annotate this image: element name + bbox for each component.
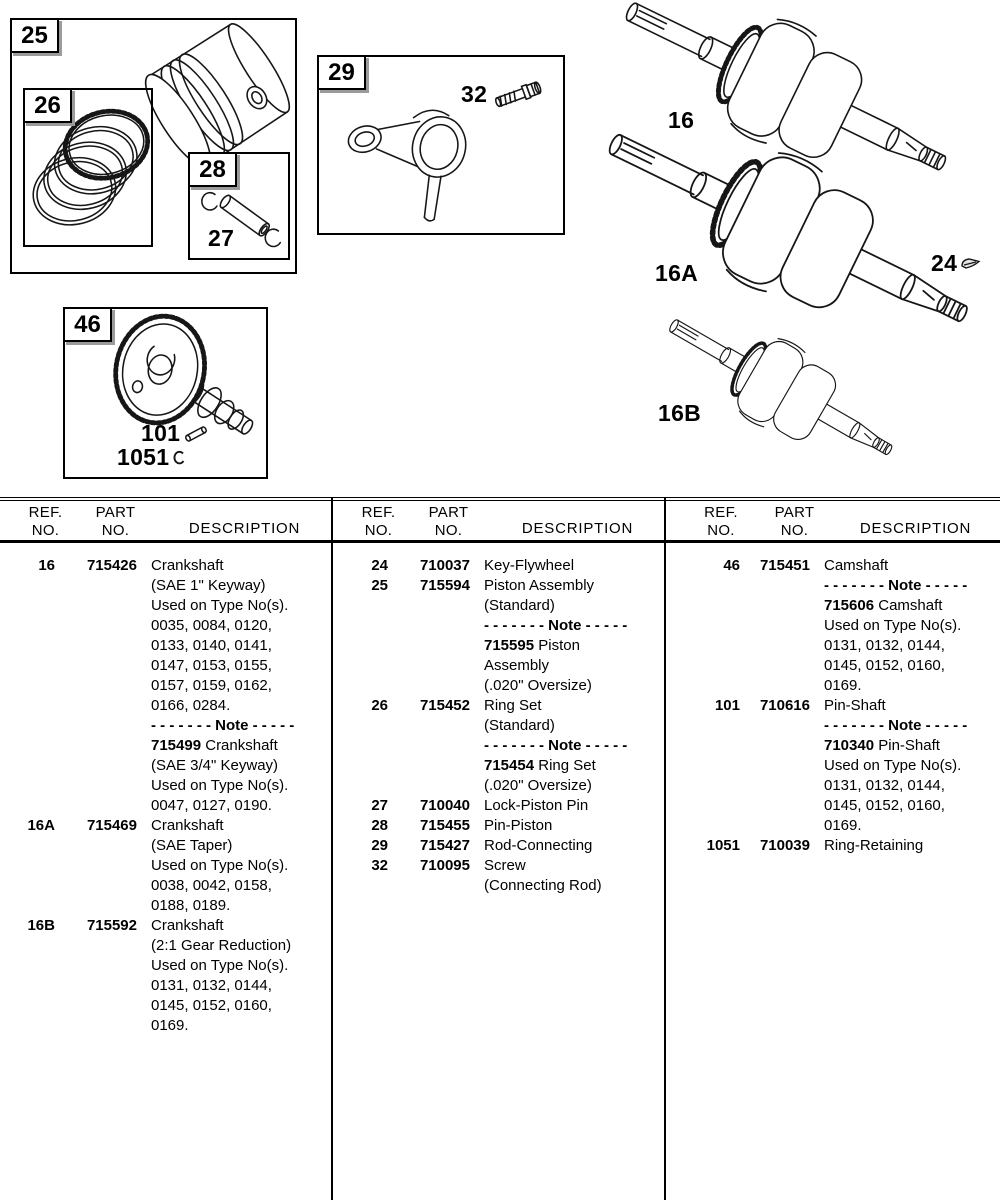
ref-no-cell: 16 — [38, 557, 55, 574]
crankshaft-illustrations — [580, 0, 1000, 480]
description-line: 0035, 0084, 0120, — [151, 617, 272, 634]
description-line: (SAE Taper) — [151, 837, 233, 854]
description-line: Crankshaft — [151, 557, 224, 574]
description-cell — [473, 696, 664, 796]
description-line: Ring Set — [484, 697, 542, 714]
ref-header-line2: NO. — [31, 522, 60, 539]
description-line: 0131, 0132, 0144, — [824, 777, 945, 794]
description-line: 0038, 0042, 0158, — [151, 877, 272, 894]
crankshaft-16b-illustration — [649, 286, 912, 480]
description-line: Used on Type No(s). — [151, 597, 289, 614]
description-line: Used on Type No(s). — [824, 617, 962, 634]
part-header-line1: PART — [95, 504, 136, 521]
parts-column-2 — [333, 543, 664, 896]
description-line: 715454 Ring Set — [484, 757, 596, 774]
description-line: (Connecting Rod) — [484, 877, 602, 894]
parts-row — [666, 556, 1000, 696]
ref-no-cell: 101 — [714, 697, 740, 714]
description-line: (SAE 1" Keyway) — [151, 577, 266, 594]
callout-32: 32 — [461, 81, 488, 107]
part-no-cell: 715452 — [419, 697, 470, 714]
description-line: Piston Assembly — [484, 577, 595, 594]
description-line: Assembly — [484, 657, 550, 674]
part-no-header — [73, 501, 158, 540]
description-line: Key-Flywheel — [484, 557, 575, 574]
description-line: Crankshaft — [151, 817, 224, 834]
parts-row — [333, 816, 664, 836]
description-line: Pin-Piston — [484, 817, 553, 834]
parts-row — [333, 796, 664, 816]
parts-row — [666, 696, 1000, 836]
description-cell — [473, 836, 664, 856]
callout-16a: 16A — [655, 260, 699, 286]
description-line: 0188, 0189. — [151, 897, 231, 914]
description-line: 0166, 0284. — [151, 697, 231, 714]
description-line: Used on Type No(s). — [824, 757, 962, 774]
description-line: Rod-Connecting — [484, 837, 593, 854]
column-divider — [331, 497, 333, 1200]
column-divider — [664, 497, 666, 1200]
part-header-line2: NO. — [101, 522, 130, 539]
parts-row — [333, 576, 664, 696]
figure-label-28: 28 — [188, 152, 237, 187]
description-line: 0169. — [824, 677, 862, 694]
description-line: 0147, 0153, 0155, — [151, 657, 272, 674]
description-line: Lock-Piston Pin — [484, 797, 589, 814]
figure-label-26: 26 — [23, 88, 72, 123]
part-no-cell: 710095 — [419, 857, 470, 874]
figure-box-28 — [188, 152, 290, 260]
ref-header-line1: REF. — [28, 504, 63, 521]
description-line: (SAE 3/4" Keyway) — [151, 757, 279, 774]
parts-table — [0, 497, 1000, 1200]
description-cell — [813, 836, 1000, 856]
figure-box-29 — [317, 55, 565, 235]
parts-row — [0, 916, 331, 1036]
ref-no-header: REF. NO. — [361, 504, 396, 539]
description-line: 0131, 0132, 0144, — [824, 637, 945, 654]
description-line: Used on Type No(s). — [151, 957, 289, 974]
description-line: Pin-Shaft — [824, 697, 886, 714]
ref-no-cell: 28 — [371, 817, 388, 834]
description-cell — [473, 816, 664, 836]
ref-no-cell: 1051 — [706, 837, 740, 854]
part-no-header: PART NO. — [774, 504, 815, 539]
part-no-cell: 715427 — [419, 837, 470, 854]
figure-label-29: 29 — [317, 55, 366, 90]
description-line: Screw — [484, 857, 526, 874]
callout-16: 16 — [668, 107, 695, 133]
callout-1051 — [117, 444, 187, 471]
description-line: 715499 Crankshaft — [151, 737, 278, 754]
part-no-cell: 715451 — [759, 557, 810, 574]
description-cell — [473, 576, 664, 696]
part-no-cell: 710616 — [759, 697, 810, 714]
woodruff-key-icon — [960, 257, 982, 271]
callout-1051-text: 1051 — [117, 444, 170, 470]
callout-16b: 16B — [658, 400, 702, 426]
part-no-cell: 715469 — [86, 817, 137, 834]
parts-row — [333, 836, 664, 856]
description-cell — [140, 916, 331, 1036]
description-line: Camshaft — [824, 557, 889, 574]
ref-no-cell: 26 — [371, 697, 388, 714]
description-line: - - - - - - - Note - - - - - — [484, 617, 628, 634]
description-cell — [473, 796, 664, 816]
description-line: 715606 Camshaft — [824, 597, 943, 614]
ref-no-cell: 46 — [723, 557, 740, 574]
callout-101-text: 101 — [141, 420, 181, 446]
part-no-cell: 715426 — [86, 557, 137, 574]
part-no-cell: 710037 — [419, 557, 470, 574]
parts-row — [333, 696, 664, 796]
callout-24 — [931, 250, 982, 277]
ref-no-cell: 27 — [371, 797, 388, 814]
description-line: 0145, 0152, 0160, — [824, 657, 945, 674]
table-body — [0, 543, 1000, 1200]
description-line: 0047, 0127, 0190. — [151, 797, 272, 814]
part-no-cell: 715594 — [419, 577, 470, 594]
figure-box-26 — [23, 88, 153, 247]
parts-column-1 — [0, 543, 331, 1036]
description-line: 0133, 0140, 0141, — [151, 637, 272, 654]
header-column-1 — [0, 501, 331, 540]
ref-no-cell: 24 — [371, 557, 388, 574]
part-no-cell: 710039 — [759, 837, 810, 854]
description-line: (.020" Oversize) — [484, 777, 592, 794]
description-line: 0157, 0159, 0162, — [151, 677, 272, 694]
callout-101 — [141, 420, 209, 447]
callout-24-text: 24 — [931, 250, 958, 276]
parts-row — [0, 816, 331, 916]
description-line: 710340 Pin-Shaft — [824, 737, 940, 754]
description-line: 0145, 0152, 0160, — [824, 797, 945, 814]
description-line: 0169. — [151, 1017, 189, 1034]
description-line: Used on Type No(s). — [151, 857, 289, 874]
ref-no-cell: 25 — [371, 577, 388, 594]
description-line: (Standard) — [484, 717, 555, 734]
description-cell — [473, 856, 664, 896]
part-no-cell: 715592 — [86, 917, 137, 934]
description-line: 0169. — [824, 817, 862, 834]
parts-row — [333, 556, 664, 576]
figure-label-25: 25 — [10, 18, 59, 53]
part-no-cell: 715455 — [419, 817, 470, 834]
ref-no-header — [18, 501, 73, 540]
retaining-ring-icon — [172, 449, 187, 466]
parts-column-3 — [666, 543, 1000, 856]
description-cell — [140, 816, 331, 916]
header-column-3 — [666, 501, 1000, 540]
description-line: 0145, 0152, 0160, — [151, 997, 272, 1014]
description-line: 0131, 0132, 0144, — [151, 977, 272, 994]
description-line: Used on Type No(s). — [151, 777, 289, 794]
part-no-cell: 710040 — [419, 797, 470, 814]
parts-row — [333, 856, 664, 896]
pin-icon — [183, 426, 209, 442]
description-cell — [813, 696, 1000, 836]
rod-screw-illustration — [494, 81, 542, 110]
header-column-2 — [333, 501, 664, 540]
description-header: DESCRIPTION — [188, 520, 301, 537]
ref-no-cell: 32 — [371, 857, 388, 874]
table-header — [0, 501, 1000, 543]
description-cell — [473, 556, 664, 576]
ref-no-cell: 16B — [27, 917, 55, 934]
description-line: 715595 Piston — [484, 637, 580, 654]
description-line: - - - - - - - Note - - - - - — [151, 717, 295, 734]
description-line: - - - - - - - Note - - - - - — [484, 737, 628, 754]
description-line: Ring-Retaining — [824, 837, 924, 854]
ref-no-cell: 29 — [371, 837, 388, 854]
ref-no-header: REF. NO. — [704, 504, 738, 539]
parts-row — [666, 836, 1000, 856]
ref-no-cell: 16A — [27, 817, 55, 834]
description-header: DESCRIPTION — [859, 520, 972, 537]
parts-row — [0, 556, 331, 816]
description-line: (.020" Oversize) — [484, 677, 592, 694]
description-cell — [140, 556, 331, 816]
callout-27: 27 — [208, 225, 235, 251]
description-line: - - - - - - - Note - - - - - — [824, 717, 968, 734]
description-line: (2:1 Gear Reduction) — [151, 937, 292, 954]
description-line: (Standard) — [484, 597, 555, 614]
description-line: - - - - - - - Note - - - - - — [824, 577, 968, 594]
description-cell — [813, 556, 1000, 696]
figure-label-46: 46 — [63, 307, 112, 342]
description-line: Crankshaft — [151, 917, 224, 934]
description-header: DESCRIPTION — [521, 520, 634, 537]
part-no-header: PART NO. — [428, 504, 469, 539]
